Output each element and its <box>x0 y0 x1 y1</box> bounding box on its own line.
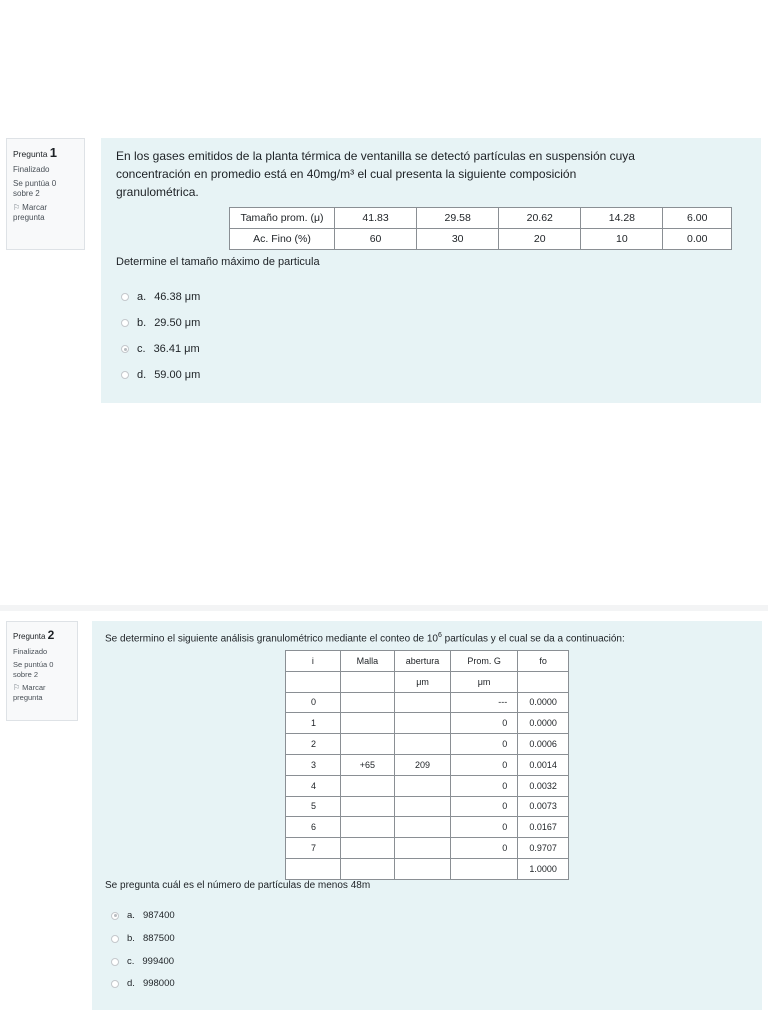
flag-question-link[interactable]: ⚐ Marcar pregunta <box>13 683 46 703</box>
answer-option-c[interactable]: c. 999400 <box>111 956 174 967</box>
table-total-row: 1.0000 <box>286 858 569 879</box>
radio-icon[interactable] <box>111 980 119 988</box>
table-row: 2 0 0.0006 <box>286 734 569 755</box>
table-row: 3 +65 209 0 0.0014 <box>286 754 569 775</box>
question-prompt: Se pregunta cuál es el número de partículas de menos 48m <box>105 880 371 891</box>
table-row: 6 0 0.0167 <box>286 817 569 838</box>
granulometry-table <box>229 207 732 250</box>
radio-icon[interactable] <box>111 912 119 920</box>
table-row: 4 0 0.0032 <box>286 775 569 796</box>
page-divider <box>0 605 768 611</box>
answer-option-c[interactable]: c. 36.41 μm <box>121 343 200 355</box>
question-status: Finalizado <box>13 165 50 175</box>
question-info-2 <box>6 621 78 721</box>
question-number-label: Pregunta 1 <box>13 145 57 160</box>
radio-icon[interactable] <box>111 958 119 966</box>
radio-icon[interactable] <box>121 345 129 353</box>
answer-option-b[interactable]: b. 29.50 μm <box>121 317 200 329</box>
table-row: Tamaño prom. (μ) 41.83 29.58 20.62 14.28 6.00 <box>230 208 732 229</box>
flag-icon: ⚐ <box>13 683 21 693</box>
question-number-label: Pregunta 2 <box>13 628 55 642</box>
table-row: 7 0 0.9707 <box>286 838 569 859</box>
table-units-row: μm μm <box>286 671 569 692</box>
radio-icon[interactable] <box>121 371 129 379</box>
question-status: Finalizado <box>13 647 48 656</box>
flag-icon: ⚐ <box>13 203 21 213</box>
table-row: 1 0 0.0000 <box>286 713 569 734</box>
table-row: 5 0 0.0073 <box>286 796 569 817</box>
answer-option-d[interactable]: d. 998000 <box>111 978 175 989</box>
answer-option-b[interactable]: b. 887500 <box>111 933 175 944</box>
answer-option-a[interactable]: a. 987400 <box>111 910 175 921</box>
question-text: En los gases emitidos de la planta térmica de ventanilla se detectó partículas en suspensión cuya concentración en promedio está en 40mg/m³ el cual presenta la siguiente composición granulométrica. <box>116 149 635 199</box>
radio-icon[interactable] <box>111 935 119 943</box>
radio-icon[interactable] <box>121 319 129 327</box>
answer-option-d[interactable]: d. 59.00 μm <box>121 369 200 381</box>
answer-option-a[interactable]: a. 46.38 μm <box>121 291 200 303</box>
question-score: Se puntúa 0 sobre 2 <box>13 179 57 199</box>
particle-count-table <box>285 650 569 880</box>
table-row: Ac. Fino (%) 60 30 20 10 0.00 <box>230 229 732 250</box>
flag-question-link[interactable]: ⚐ Marcar pregunta <box>13 203 48 223</box>
question-prompt: Determine el tamaño máximo de particula <box>116 256 320 268</box>
radio-icon[interactable] <box>121 293 129 301</box>
question-info-1 <box>6 138 85 250</box>
question-content-1 <box>101 138 761 403</box>
table-row: 0 --- 0.0000 <box>286 692 569 713</box>
table-header-row: i Malla abertura Prom. G fo <box>286 651 569 672</box>
question-score: Se puntúa 0 sobre 2 <box>13 660 54 679</box>
question-text: Se determino el siguiente análisis granulométrico mediante el conteo de $10^6$ partículas y el cual se da a continuación: <box>105 632 625 645</box>
question-content-2 <box>92 621 762 1010</box>
